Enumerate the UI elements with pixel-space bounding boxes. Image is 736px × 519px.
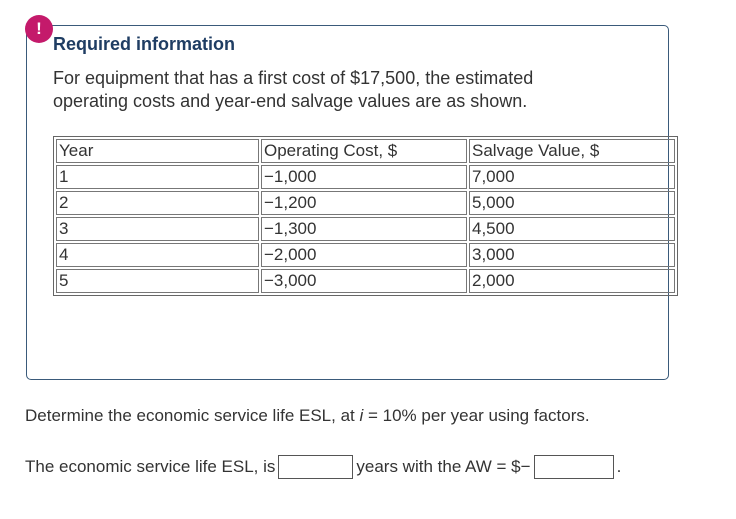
answer-label-end: . — [616, 457, 622, 476]
cell-operating-cost: −3,000 — [261, 269, 467, 293]
cell-operating-cost: −1,000 — [261, 165, 467, 189]
cost-salvage-table — [53, 136, 678, 296]
cell-operating-cost: −1,300 — [261, 217, 467, 241]
table-row — [56, 191, 675, 215]
question-suffix: = 10% per year using factors. — [363, 406, 590, 425]
cell-salvage-value: 3,000 — [469, 243, 675, 267]
cell-year: 2 — [56, 191, 259, 215]
table-row — [56, 243, 675, 267]
answer-line — [25, 455, 621, 479]
info-description: For equipment that has a first cost of $17,500, the estimated operating costs and year-end salvage values are as shown. — [53, 68, 534, 111]
cell-operating-cost: −1,200 — [261, 191, 467, 215]
table-header-row — [56, 139, 675, 163]
table-row — [56, 165, 675, 189]
aw-amount-input[interactable] — [534, 455, 614, 479]
cell-salvage-value: 4,500 — [469, 217, 675, 241]
cell-salvage-value: 7,000 — [469, 165, 675, 189]
answer-label-start: The economic service life ESL, is — [25, 457, 276, 476]
cell-year: 5 — [56, 269, 259, 293]
cell-year: 1 — [56, 165, 259, 189]
cell-year: 4 — [56, 243, 259, 267]
question-prefix: Determine the economic service life ESL, at — [25, 406, 360, 425]
question-text — [25, 406, 590, 426]
cell-year: 3 — [56, 217, 259, 241]
header-operating-cost: Operating Cost, $ — [261, 139, 467, 163]
cell-operating-cost: −2,000 — [261, 243, 467, 267]
info-title: Required information — [53, 34, 236, 54]
esl-years-input[interactable] — [278, 455, 353, 479]
cell-salvage-value: 5,000 — [469, 191, 675, 215]
header-year: Year — [56, 139, 259, 163]
alert-icon: ! — [25, 15, 53, 43]
table-row — [56, 217, 675, 241]
header-salvage-value: Salvage Value, $ — [469, 139, 675, 163]
answer-label-mid: years with the AW = $− — [356, 457, 531, 476]
table-row — [56, 269, 675, 293]
interest-variable: i — [359, 406, 364, 425]
cell-salvage-value: 2,000 — [469, 269, 675, 293]
